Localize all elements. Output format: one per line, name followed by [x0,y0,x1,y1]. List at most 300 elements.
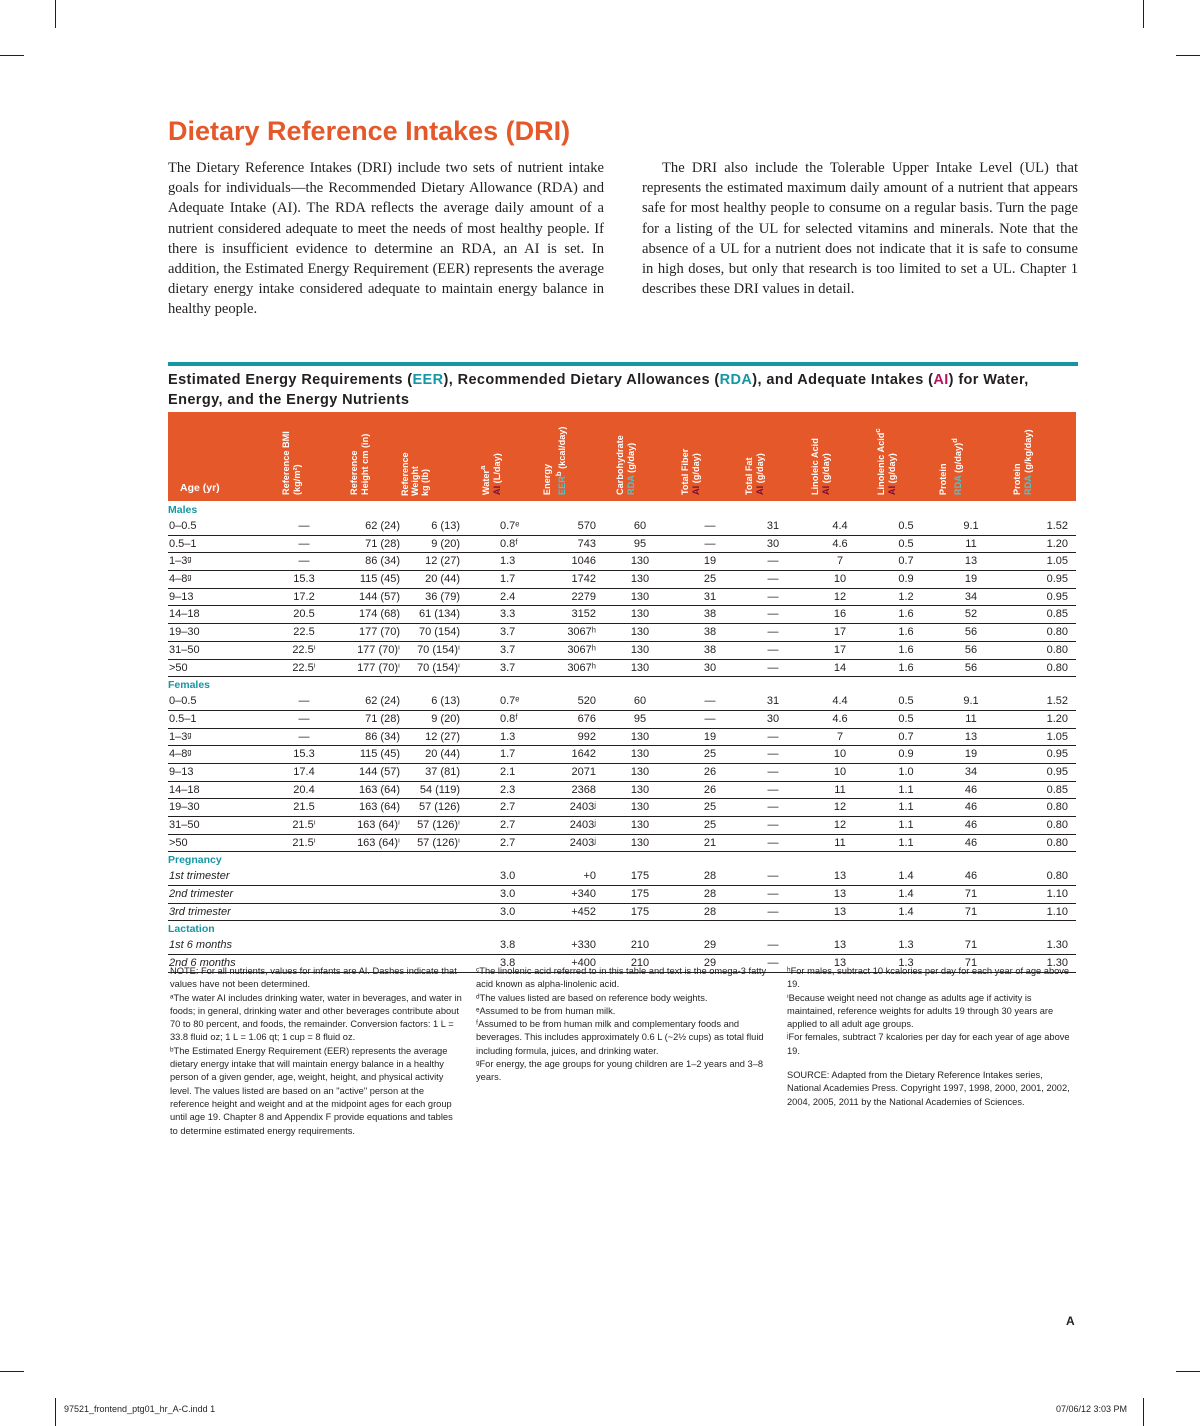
header-linoleic: Linoleic Acid AI (g/day) [810,438,831,495]
table-cell: 30 [703,661,717,674]
table-cell: +340 [571,888,596,901]
footnote-e: ᵉAssumed to be from human milk. [476,1005,616,1016]
table-cell: — [767,765,779,778]
table-cell: 130 [630,555,650,568]
table-row [168,904,1076,922]
table-row [168,553,1076,571]
table-cell: 71 [964,957,978,970]
table-cell: 0.80 [1046,661,1068,674]
table-cell: 17 [833,626,847,639]
table-cell: 130 [630,608,650,621]
table-cell: 25 [703,748,717,761]
table-cell: 4.6 [832,712,848,725]
table-cell: 1.1 [898,819,914,831]
page-title: Dietary Reference Intakes (DRI) [168,116,571,146]
table-cell: 1046 [571,555,596,568]
table-cell: 1st 6 months [169,939,232,952]
table-cell: 0–0.5 [169,695,197,708]
header-age: Age (yr) [180,482,220,494]
table-cell: 2nd trimester [169,888,234,901]
table-cell: 60 [633,520,647,532]
table-cell: 0.9 [898,573,914,586]
header-carbohydrate: Carbohydrate RDA (g/day) [615,435,636,495]
table-cell: 2.4 [500,590,516,603]
table-cell: 175 [630,870,650,883]
table-cell: 144 (57) [359,590,400,603]
males-rows [168,518,1076,677]
table-cell: 29 [703,939,717,952]
table-row [168,518,1076,536]
table-cell: 54 (119) [419,783,460,796]
table-cell: 0.80 [1046,801,1068,814]
table-cell: 31 [766,695,780,708]
table-cell: — [298,555,310,568]
table-cell: 12 [833,590,847,603]
table-cell: 11 [834,783,846,796]
table-cell: 46 [964,783,978,796]
intro-paragraph-left: The Dietary Reference Intakes (DRI) include two sets of nutrient intake goals for individuals—the Recommended Dietary Allowance (RDA) and Adequate Intake (AI). The RDA reflects the average daily amount of a nutrient considered adequate to meet the needs of most healthy people. If there is insufficient evidence to determine an RDA, an AI is set. In addition, the Estimated Energy Requirement (EER) represents the average dietary energy intake considered adequate to maintain energy balance in healthy people. [168,160,604,318]
table-cell: 743 [577,537,596,550]
table-cell: 10 [833,765,847,778]
table-cell: 3067ʰ [567,661,596,674]
table-cell: 71 (28) [365,712,400,725]
table-cell: 17 [833,643,847,656]
dri-table [168,502,1076,973]
table-cell: 9.1 [963,695,979,708]
table-cell: — [298,712,310,725]
table-cell: 0–0.5 [169,520,197,532]
table-cell: 19 [703,555,717,568]
table-cell: 9 (20) [431,537,460,550]
table-cell: 21.5ⁱ [292,819,316,831]
source-note: SOURCE: Adapted from the Dietary Reference Intakes series, National Academies Press. Copyright 1997, 1998, 2000, 2001, 2002, 2004, 2005, 2011 by the National Academies of Sciences. [787,1070,1070,1107]
table-row [168,799,1076,817]
table-cell: 175 [630,888,650,901]
table-cell: 163 (64) [359,801,400,814]
table-cell: 1642 [571,748,596,761]
table-cell: 130 [630,590,650,603]
footnote-b: ᵇThe Estimated Energy Requirement (EER) represents the average dietary energy intake that will maintain energy balance in a healthy person of a given gender, age, weight, height, and physical activity level. The values listed are based on an "active" person at the reference height and weight and at the midpoint ages for each group until age 19. Chapter 8 and Appendix F provide equations and tables to determine estimated energy requirements. [170,1045,453,1136]
table-cell: 7 [836,555,844,568]
footnotes-column-2 [476,965,768,1085]
table-cell: 1.10 [1046,888,1068,901]
footnote-a: ᵃThe water AI includes drinking water, water in beverages, and water in foods; in general, drinking water and other beverages contribute about 70 to 80 percent, and foods, the remainder. Conversion factors: 1 L = 33.8 fluid oz; 1 L = 1.06 qt; 1 cup = 8 fluid oz. [170,992,462,1043]
table-cell: 20 (44) [425,573,460,586]
table-cell: 1.05 [1046,730,1068,743]
table-cell: 163 (64)ⁱ [357,836,400,849]
table-cell: 676 [577,712,596,725]
table-row [168,660,1076,678]
table-cell: 38 [703,643,717,656]
table-cell: 19–30 [169,801,200,814]
table-cell: 14–18 [169,608,200,621]
table-cell: 0.5 [898,712,914,725]
table-cell: 11 [834,836,846,849]
table-cell: 22.5 [293,626,315,639]
table-cell: 9 (20) [431,712,460,725]
section-label-males: Males [168,504,198,516]
footnote-i: ⁱBecause weight need not change as adults age if activity is maintained, reference weights for adults 19 through 30 years are applied to all adult age groups. [787,992,1054,1030]
table-cell: 21.5 [293,801,315,814]
table-cell: — [767,608,779,621]
table-cell: 1.52 [1046,695,1068,708]
table-cell: 70 (154)ⁱ [417,661,460,674]
table-cell: 30 [766,537,780,550]
table-cell: 57 (126)ⁱ [417,819,460,831]
section-label-lactation: Lactation [168,923,215,936]
table-cell: 60 [633,695,647,708]
table-cell: 19 [964,748,978,761]
table-cell: +0 [583,870,596,883]
table-cell: 2.7 [500,836,516,849]
table-cell: 52 [964,608,978,621]
table-cell: 13 [833,939,847,952]
header-bmi: Reference BMI (kg/m²) [281,431,302,495]
table-cell: 1st trimester [169,870,230,883]
crop-mark [1176,1371,1200,1372]
table-cell: 1.05 [1046,555,1068,568]
table-cell: 1.10 [1046,905,1068,918]
table-cell: 46 [964,801,978,814]
table-cell: — [767,939,779,952]
table-cell: 38 [703,608,717,621]
table-cell: — [298,695,310,708]
table-row [168,711,1076,729]
table-cell: 3.7 [500,626,516,639]
table-cell: 520 [577,695,596,708]
table-cell: 31 [766,520,780,532]
table-cell: 10 [833,748,847,761]
table-cell: 1.3 [898,957,914,970]
table-cell: 25 [703,801,717,814]
table-cell: 4–8ᵍ [169,748,192,761]
table-cell: 12 (27) [425,730,460,743]
table-cell: 22.5ⁱ [292,643,316,656]
table-cell: — [298,730,310,743]
table-cell: >50 [169,661,188,674]
table-row [168,886,1076,904]
table-cell: — [767,801,779,814]
table-cell: 3.7 [500,661,516,674]
table-cell: 1.6 [898,626,914,639]
table-cell: 10 [833,573,847,586]
table-cell: — [767,836,779,849]
table-cell: 1.20 [1046,537,1068,550]
table-cell: 1.7 [500,748,516,761]
table-cell: — [767,555,779,568]
table-cell: +452 [571,905,596,918]
table-cell: 9–13 [169,590,194,603]
table-cell: — [704,712,716,725]
table-cell: 2403ʲ [569,836,596,849]
table-cell: 0.80 [1046,643,1068,656]
table-cell: 163 (64) [359,783,400,796]
table-cell: 30 [766,712,780,725]
table-cell: — [704,695,716,708]
table-cell: 130 [630,783,650,796]
table-cell: 20.5 [293,608,315,621]
table-cell: — [767,643,779,656]
table-cell: 115 (45) [359,573,400,586]
table-cell: 130 [630,573,650,586]
table-cell: 570 [577,520,596,532]
table-cell: 1.3 [500,730,516,743]
table-cell: 4.4 [832,695,848,708]
table-cell: 177 (70) [359,626,400,639]
table-cell: 177 (70)ⁱ [357,661,400,674]
footnote-j: ʲFor females, subtract 7 kcalories per day for each year of age above 19. [787,1032,1070,1056]
slug-timestamp: 07/06/12 3:03 PM [1056,1404,1128,1414]
table-row [168,746,1076,764]
table-cell: — [298,520,310,532]
table-cell: 0.5–1 [169,537,197,550]
footnote-d: ᵈThe values listed are based on reference body weights. [476,992,708,1003]
intro-paragraph-right: The DRI also include the Tolerable Upper Intake Level (UL) that represents the estimated maximum daily amount of a nutrient that appears safe for most healthy people to consume on a regular basis. Turn the page for a listing of the UL for selected vitamins and minerals. Note that the absence of a UL for a nutrient does not indicate that it is safe to consume in high doses, but only that research is too limited to set a UL. Chapter 1 describes these DRI values in detail. [642,160,1078,298]
table-row [168,764,1076,782]
table-cell: 86 (34) [365,555,400,568]
header-height: Reference Height cm (in) [349,433,370,495]
table-cell: — [767,819,779,831]
table-row [168,937,1076,955]
table-cell: 0.85 [1046,783,1068,796]
table-cell: 2279 [571,590,596,603]
table-cell: 95 [633,537,647,550]
table-cell: 0.80 [1046,819,1068,831]
table-cell: 0.95 [1046,590,1068,603]
crop-mark [0,1371,24,1372]
table-cell: — [767,573,779,586]
table-cell: 144 (57) [359,765,400,778]
table-cell: 1.30 [1046,939,1068,952]
footnote-note: NOTE: For all nutrients, values for infants are AI. Dashes indicate that values have not been determined. [170,966,457,990]
table-cell: 1.1 [898,783,914,796]
table-cell: 1.52 [1046,520,1068,532]
header-protein-per-kg: Protein RDA (g/kg/day) [1012,429,1033,495]
crop-mark [55,1398,56,1426]
table-cell: 3.8 [500,939,516,952]
table-cell: 95 [633,712,647,725]
table-cell: 31–50 [169,643,200,656]
table-cell: 11 [965,712,977,725]
table-row [168,835,1076,853]
table-cell: 31 [703,590,717,603]
table-cell: 4.4 [832,520,848,532]
table-cell: 26 [703,783,717,796]
table-cell: 3.0 [500,905,516,918]
table-cell: 22.5ⁱ [292,661,316,674]
table-cell: 70 (154)ⁱ [417,643,460,656]
table-cell: 13 [964,555,978,568]
section-label-pregnancy: Pregnancy [168,854,222,867]
table-cell: 2.3 [500,783,516,796]
table-cell: 9.1 [963,520,979,532]
table-row [168,624,1076,642]
table-cell: 71 (28) [365,537,400,550]
table-cell: 130 [630,661,650,674]
table-cell: 3.0 [500,870,516,883]
table-cell: — [767,783,779,796]
table-cell: 56 [964,661,978,674]
table-row [168,589,1076,607]
footnote-h: ʰFor males, subtract 10 kcalories per day for each year of age above 19. [787,966,1070,990]
table-cell: 174 (68) [359,608,400,621]
slug-filename: 97521_frontend_ptg01_hr_A-C.indd 1 [64,1404,216,1414]
table-cell: 1.4 [898,888,914,901]
table-cell: 13 [833,905,847,918]
table-cell: 37 (81) [425,765,460,778]
table-cell: 4–8ᵍ [169,573,192,586]
table-cell: 38 [703,626,717,639]
table-cell: 34 [964,765,978,778]
table-cell: 61 (134) [419,608,460,621]
table-cell: 115 (45) [359,748,400,761]
table-row [168,868,1076,886]
table-cell: 2nd 6 months [169,957,236,970]
table-cell: 29 [703,957,717,970]
crop-mark [1143,0,1144,28]
header-linolenic: Linolenic Acid$^c$ AI (g/day) [872,428,897,495]
crop-mark [1176,55,1200,56]
table-cell: 15.3 [293,748,315,761]
table-row [168,536,1076,554]
table-cell: 130 [630,836,650,849]
table-cell: 0.8ᶠ [500,712,518,725]
table-cell: 130 [630,626,650,639]
header-water: Water$^a$ AI (L/day) [477,453,502,495]
table-cell: 46 [964,870,978,883]
table-cell: 1–3ᵍ [169,555,192,568]
table-cell: 13 [833,957,847,970]
table-cell: 34 [964,590,978,603]
table-cell: 7 [836,730,844,743]
table-cell: 2403ʲ [569,801,596,814]
table-cell: 16 [833,608,847,621]
table-cell: 56 [964,643,978,656]
table-row [168,571,1076,589]
table-cell: 20 (44) [425,748,460,761]
table-cell: 1.30 [1046,957,1068,970]
table-cell: 175 [630,905,650,918]
pregnancy-rows [168,868,1076,921]
table-cell: 57 (126)ⁱ [417,836,460,849]
table-cell: 1.2 [898,590,914,603]
table-cell: 62 (24) [365,520,400,532]
table-cell: 1.20 [1046,712,1068,725]
table-cell: 0.5–1 [169,712,197,725]
table-cell: 0.7 [898,730,914,743]
footnotes-column-1 [170,965,462,1138]
table-cell: 2.7 [500,819,516,831]
table-cell: 71 [964,939,978,952]
table-cell: 0.7ᵉ [500,695,520,708]
table-cell: 46 [964,819,978,831]
table-cell: 3.0 [500,888,516,901]
females-rows [168,693,1076,852]
table-row [168,729,1076,747]
table-cell: 11 [965,537,977,550]
table-cell: 86 (34) [365,730,400,743]
header-total-fiber: Total Fiber AI (g/day) [680,448,701,495]
table-cell: 70 (154) [419,626,460,639]
table-cell: — [767,590,779,603]
table-cell: 12 [833,819,847,831]
table-row [168,606,1076,624]
crop-mark [0,55,24,56]
table-cell: 0.80 [1046,626,1068,639]
table-cell: 3067ʰ [567,626,596,639]
table-cell: — [767,661,779,674]
table-cell: 0.95 [1046,573,1068,586]
table-cell: 210 [630,939,650,952]
table-cell: 21 [703,836,717,849]
table-cell: 31–50 [169,819,200,831]
table-cell: 0.80 [1046,836,1068,849]
table-cell: 1.6 [898,608,914,621]
table-cell: 3067ʰ [567,643,596,656]
table-cell: 17.2 [293,590,315,603]
page-letter: A [1066,1314,1075,1328]
table-cell: 2.7 [500,801,516,814]
table-cell: 0.85 [1046,608,1068,621]
table-cell: — [767,957,779,970]
crop-mark [1143,1398,1144,1426]
table-cell: 1.4 [898,905,914,918]
table-cell: 0.8ᶠ [500,537,518,550]
table-cell: 0.95 [1046,765,1068,778]
table-cell: 1.1 [898,801,914,814]
footnote-g: ᵍFor energy, the age groups for young children are 1–2 years and 3–8 years. [476,1059,764,1083]
table-cell: 992 [577,730,596,743]
table-cell: +330 [571,939,596,952]
table-cell: 57 (126) [419,801,460,814]
table-row [168,817,1076,835]
table-cell: >50 [169,836,188,849]
table-cell: 36 (79) [425,590,460,603]
table-cell: 1.4 [898,870,914,883]
table-cell: 1.1 [898,836,914,849]
table-cell: 0.7ᵉ [500,520,520,532]
table-cell: 2071 [571,765,596,778]
table-cell: 1–3ᵍ [169,730,192,743]
table-cell: 6 (13) [431,695,460,708]
table-cell: 28 [703,870,717,883]
table-top-rule [168,362,1078,366]
table-cell: 1.6 [898,661,914,674]
table-cell: 2.1 [500,765,516,778]
table-cell: 13 [833,870,847,883]
table-cell: — [704,520,716,532]
table-cell: 28 [703,888,717,901]
table-cell: 25 [703,819,717,831]
table-cell: 1.6 [898,643,914,656]
table-cell: 177 (70)ⁱ [357,643,400,656]
crop-mark [55,0,56,28]
table-cell: 17.4 [293,765,315,778]
table-cell: 15.3 [293,573,315,586]
table-cell: 56 [964,626,978,639]
table-cell: 1.0 [898,765,914,778]
table-cell: 14–18 [169,783,200,796]
table-cell: 3.8 [500,957,516,970]
table-cell: 0.80 [1046,870,1068,883]
table-cell: 13 [964,730,978,743]
table-cell: 1.3 [898,939,914,952]
table-cell: 12 [833,801,847,814]
table-cell: 130 [630,730,650,743]
table-cell: 3.7 [500,643,516,656]
table-cell: 3152 [571,608,596,621]
table-cell: 0.5 [898,695,914,708]
